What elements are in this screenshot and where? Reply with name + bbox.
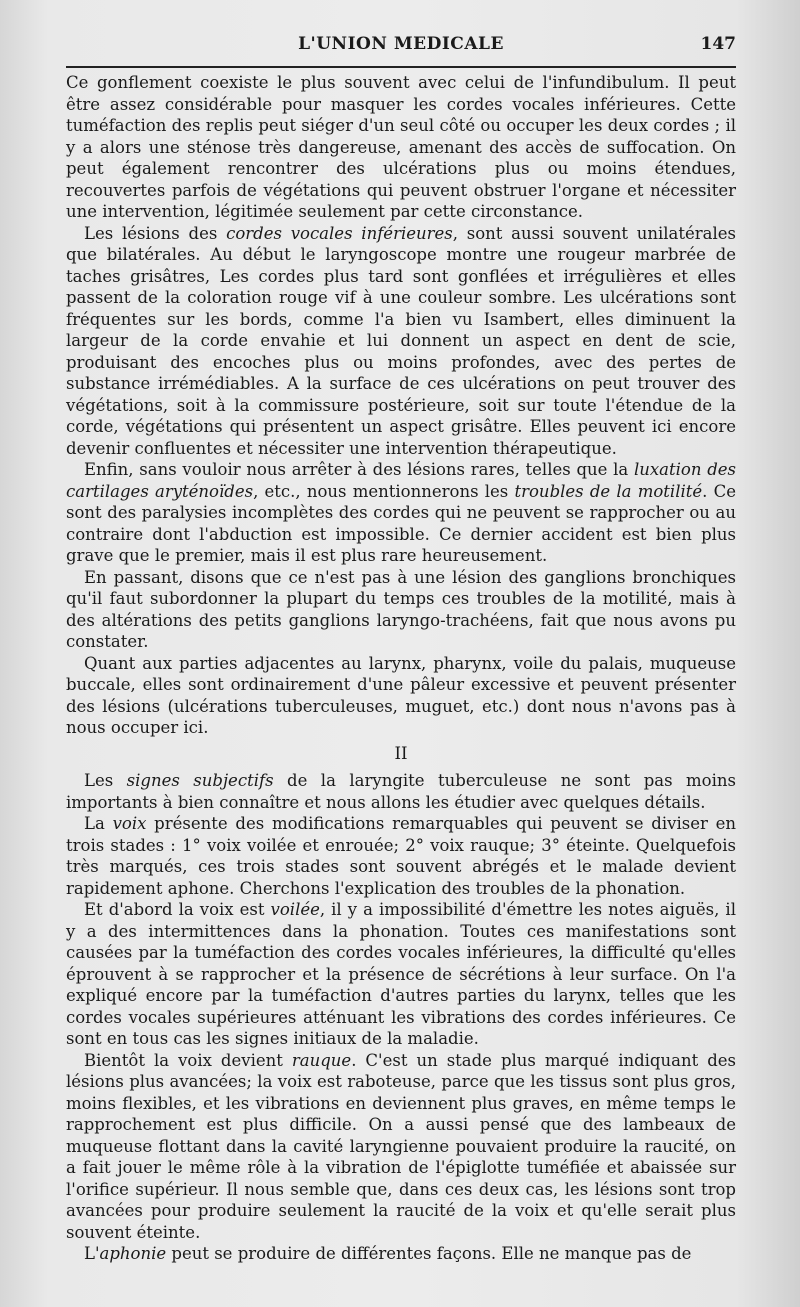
italic-term: rauque xyxy=(291,1050,352,1070)
italic-term: voix xyxy=(112,814,147,833)
page-header xyxy=(66,30,736,60)
italic-term: aphonie xyxy=(99,1244,167,1263)
page-number: 147 xyxy=(700,34,736,54)
paragraph: Ce gonflement coexiste le plus souvent avec celui de l'infundibulum. Il peut être assez considérable pour masquer les cordes vocales inférieures. Cette tuméfaction des replis peut siéger d'un seul côté ou occuper les deux cordes ; il y a alors une sténose très dangereuse, amenant des accès de suffocation. On peut également rencontrer des ulcérations plus ou moins étendues, recouvertes parfois de végétations qui peuvent obstruer l'organe et nécessiter une intervention, légitimée seulement par cette circonstance. xyxy=(66,73,736,221)
italic-term: cordes vocales inférieures xyxy=(226,223,453,243)
section-number: II xyxy=(394,743,408,763)
paragraph: Les lésions des cordes vocales inférieures, sont aussi souvent unilatérales que bilatérales. Au début le laryngoscope montre une rougeur marbrée de taches grisâtres, Les cordes plus tard sont gonflées et irrégulières et elles passent de la coloration rouge vif à une couleur sombre. Les ulcérations sont fréquentes sur les bords, comme l'a bien vu Isambert, elles diminuent la largeur de la corde envahie et lui donnent un aspect en dent de scie, produisant des encoches plus ou moins profondes, avec des pertes de substance irrémédiables. A la surface de ces ulcérations on peut trouver des végétations, soit à la commissure postérieure, soit sur toute l'étendue de la corde, végétations qui présentent un aspect grisâtre. Elles peuvent ici encore devenir confluentes et nécessiter une intervention thérapeutique. xyxy=(66,223,736,458)
paragraph: La voix présente des modifications remarquables qui peuvent se diviser en trois stades : 1° voix voilée et enrouée; 2° voix rauque; 3° éteinte. Quelquefois très marqués, ces trois stades sont souvent abrégés et le malade devient rapidement aphone. Cherchons l'explication des troubles de la phonation. xyxy=(66,814,736,898)
running-title: L'UNION MEDICALE xyxy=(298,34,504,54)
paragraph: Enfin, sans vouloir nous arrêter à des lésions rares, telles que la luxation des cartilages aryténoïdes, etc., nous mentionnerons les troubles de la motilité. Ce sont des paralysies incomplètes des cordes qui ne peuvent se rapprocher ou au contraire dont l'abduction est impossible. Ce dernier accident est bien plus grave que le premier, mais il est plus rare heureusement. xyxy=(66,460,737,565)
italic-term: luxation des cartilages aryténoïdes xyxy=(66,460,736,501)
paragraph: L'aphonie peut se produire de différentes façons. Elle ne manque pas de xyxy=(84,1244,692,1263)
header-rule xyxy=(66,66,736,68)
paragraph: Les signes subjectifs de la laryngite tuberculeuse ne sont pas moins importants à bien connaître et nous allons les étudier avec quelques détails. xyxy=(66,771,736,812)
italic-term: voilée xyxy=(270,900,320,919)
paragraph: En passant, disons que ce n'est pas à une lésion des ganglions bronchiques qu'il faut subordonner la plupart du temps ces troubles de la motilité, mais à des altérations des petits ganglions laryngo-trachéens, fait que nous avons pu constater. xyxy=(66,567,736,651)
article-body xyxy=(66,72,736,1265)
paragraph: Et d'abord la voix est voilée, il y a impossibilité d'émettre les notes aiguës, il y a des intermittences dans la phonation. Toutes ces manifestations sont causées par la tuméfaction des cordes vocales inférieures, la difficulté qu'elles éprouvent à se rapprocher et la présence de sécrétions à leur surface. On l'a expliqué encore par la tuméfaction d'autres parties du larynx, telles que les cordes vocales supérieures atténuant les vibrations des cordes inférieures. Ce sont en tous cas les signes initiaux de la maladie. xyxy=(66,900,736,1048)
italic-term: troubles de la motilité xyxy=(514,481,703,501)
paragraph: Quant aux parties adjacentes au larynx, pharynx, voile du palais, muqueuse buccale, elles sont ordinairement d'une pâleur excessive et peuvent présenter des lésions (ulcérations tuberculeuses, muguet, etc.) dont nous n'avons pas à nous occuper ici. xyxy=(66,653,736,737)
paragraph: Bientôt la voix devient rauque. C'est un stade plus marqué indiquant des lésions plus avancées; la voix est raboteuse, parce que les tissus sont plus gros, moins flexibles, et les vibrations en deviennent plus graves, en même temps le rapprochement est plus difficile. On a aussi pensé que des lambeaux de muqueuse flottant dans la cavité laryngienne pouvaient produire la raucité, on a fait jouer le même rôle à la vibration de l'épiglotte tuméfiée et abaissée sur l'orifice supérieur. Il nous semble que, dans ces deux cas, les lésions sont trop avancées pour produire seulement la raucité de la voix et qu'elle serait plus souvent éteinte. xyxy=(66,1050,737,1242)
italic-term: signes subjectifs xyxy=(126,771,274,790)
